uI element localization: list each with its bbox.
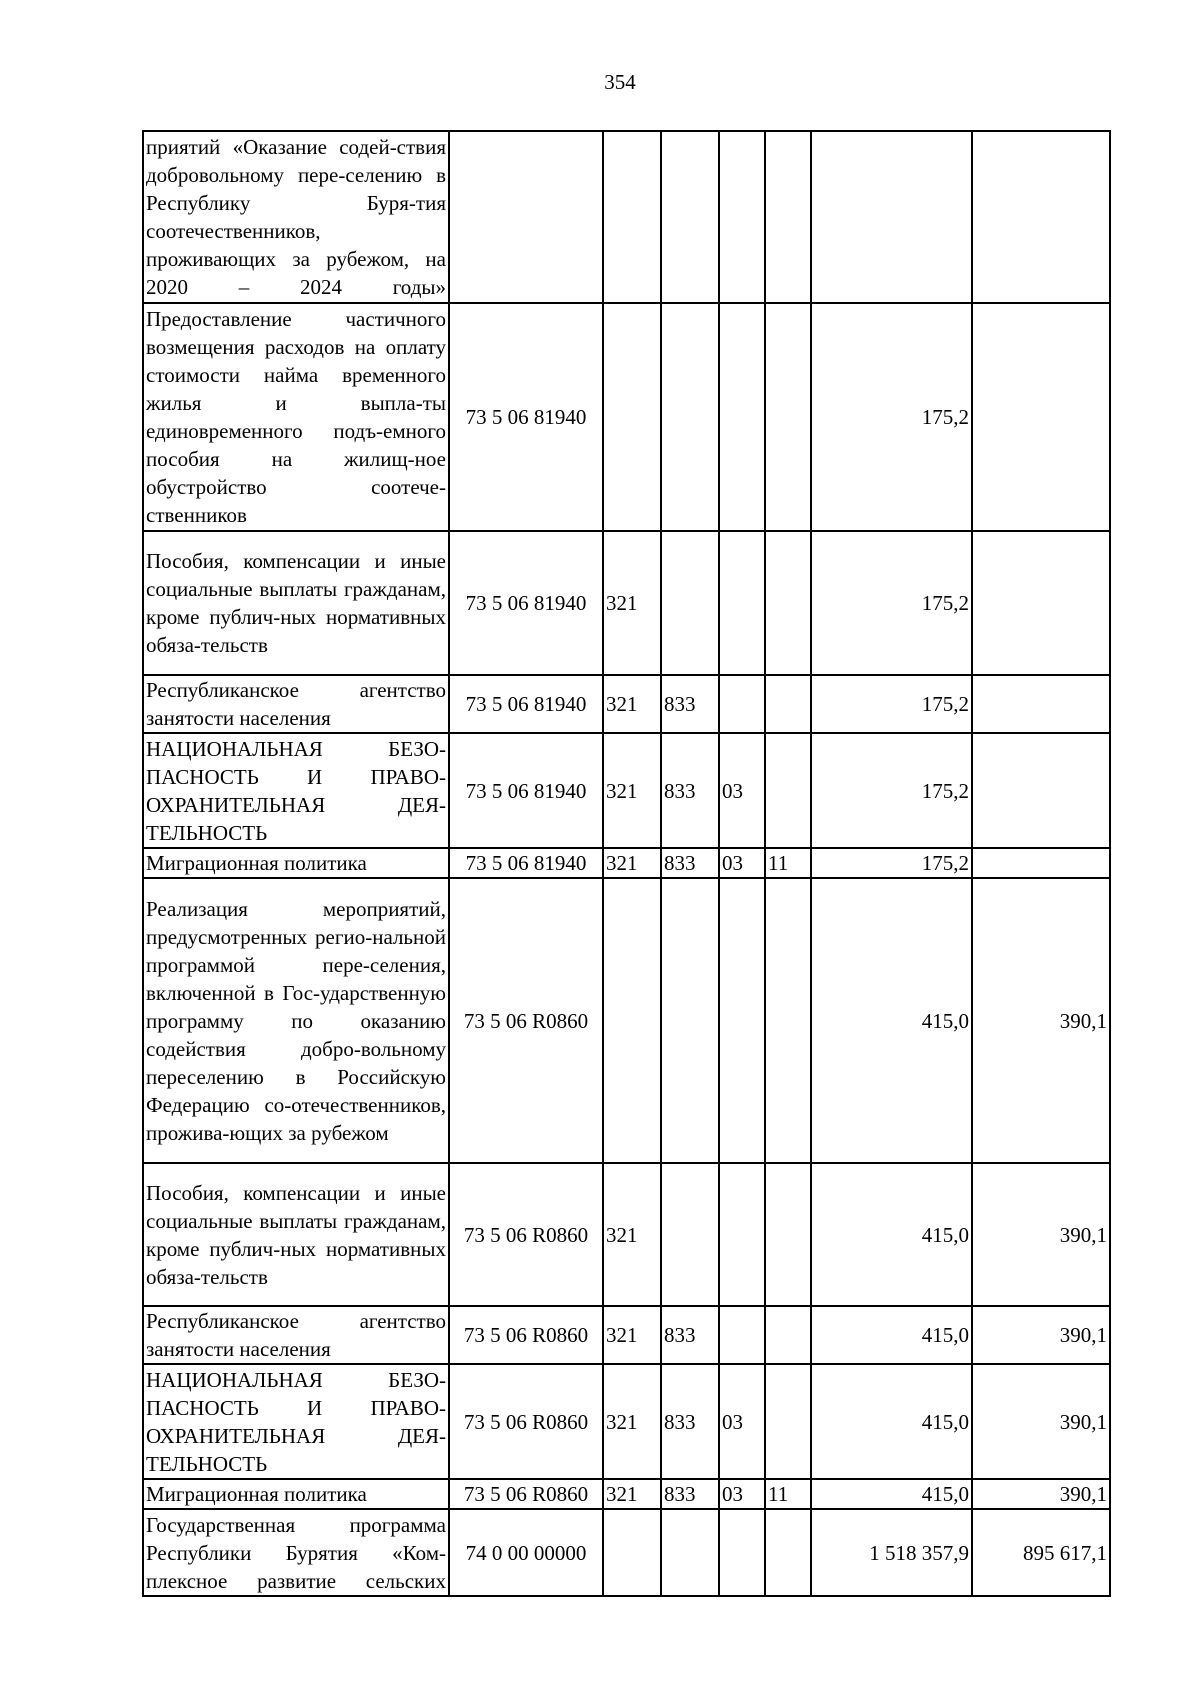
amount-year2-cell [972, 675, 1110, 733]
amount-year2-cell: 390,1 [972, 1306, 1110, 1364]
table-row [143, 1479, 1110, 1509]
item-name-cell: Пособия, компенсации и иные социальные выплаты гражданам, кроме публич-ных нормативных обяза-тельств [143, 531, 449, 675]
table-row [143, 733, 1110, 848]
target-article-cell: 73 5 06 R0860 [449, 1479, 603, 1509]
section-cell [719, 303, 765, 531]
section-cell [719, 131, 765, 303]
administrator-cell [661, 531, 719, 675]
amount-year1-cell: 175,2 [811, 531, 972, 675]
administrator-cell [661, 1509, 719, 1596]
table-row [143, 878, 1110, 1163]
table-row [143, 1306, 1110, 1364]
table-row [143, 1364, 1110, 1479]
administrator-cell: 833 [661, 1479, 719, 1509]
target-article-cell: 73 5 06 81940 [449, 733, 603, 848]
table-row [143, 131, 1110, 303]
item-name-cell: приятий «Оказание содей-ствия добровольному пере-селению в Республику Буря-тия соотечественников, проживающих за рубежом, на 2020 – 2024 годы» [143, 131, 449, 303]
expense-type-cell: 321 [603, 848, 661, 878]
subsection-cell [765, 1306, 811, 1364]
item-name-cell: Реализация мероприятий, предусмотренных регио-нальной программой пере-селения, включенной в Гос-ударственную программу по оказанию содействия добро-вольному переселению в Российскую Федерацию со-отечественников, прожива-ющих за рубежом [143, 878, 449, 1163]
item-name-cell: Предоставление частичного возмещения расходов на оплату стоимости найма временного жилья и выпла-ты единовременного подъ-емного пособия на жилищ-ное обустройство соотече-ственников [143, 303, 449, 531]
expense-type-cell: 321 [603, 733, 661, 848]
item-name-cell: Государственная программа Республики Бурятия «Ком-плексное развитие сельских [143, 1509, 449, 1596]
amount-year2-cell: 390,1 [972, 878, 1110, 1163]
section-cell [719, 1163, 765, 1306]
subsection-cell [765, 878, 811, 1163]
section-cell [719, 531, 765, 675]
target-article-cell: 73 5 06 R0860 [449, 1364, 603, 1479]
subsection-cell [765, 1509, 811, 1596]
amount-year2-cell [972, 848, 1110, 878]
section-cell: 03 [719, 1479, 765, 1509]
section-cell: 03 [719, 848, 765, 878]
amount-year2-cell: 390,1 [972, 1163, 1110, 1306]
target-article-cell: 74 0 00 00000 [449, 1509, 603, 1596]
administrator-cell [661, 878, 719, 1163]
amount-year1-cell: 415,0 [811, 1479, 972, 1509]
section-cell: 03 [719, 1364, 765, 1479]
expense-type-cell [603, 131, 661, 303]
section-cell [719, 878, 765, 1163]
administrator-cell: 833 [661, 848, 719, 878]
table-row [143, 531, 1110, 675]
administrator-cell: 833 [661, 675, 719, 733]
subsection-cell [765, 303, 811, 531]
item-name-cell: Пособия, компенсации и иные социальные выплаты гражданам, кроме публич-ных нормативных обяза-тельств [143, 1163, 449, 1306]
table-row [143, 675, 1110, 733]
amount-year1-cell: 415,0 [811, 878, 972, 1163]
target-article-cell: 73 5 06 81940 [449, 848, 603, 878]
amount-year1-cell: 175,2 [811, 303, 972, 531]
subsection-cell [765, 675, 811, 733]
item-name-cell: НАЦИОНАЛЬНАЯ БЕЗО-ПАСНОСТЬ И ПРАВО-ОХРАНИТЕЛЬНАЯ ДЕЯ-ТЕЛЬНОСТЬ [143, 733, 449, 848]
subsection-cell: 11 [765, 1479, 811, 1509]
item-name-cell: Миграционная политика [143, 1479, 449, 1509]
amount-year1-cell: 415,0 [811, 1306, 972, 1364]
expense-type-cell [603, 878, 661, 1163]
budget-table [142, 130, 1111, 1597]
target-article-cell: 73 5 06 R0860 [449, 1306, 603, 1364]
expense-type-cell: 321 [603, 1479, 661, 1509]
administrator-cell [661, 1163, 719, 1306]
expense-type-cell [603, 1509, 661, 1596]
section-cell [719, 675, 765, 733]
amount-year2-cell [972, 733, 1110, 848]
amount-year2-cell: 390,1 [972, 1364, 1110, 1479]
amount-year1-cell: 175,2 [811, 675, 972, 733]
budget-table-body [143, 131, 1110, 1596]
item-name-cell: НАЦИОНАЛЬНАЯ БЕЗО-ПАСНОСТЬ И ПРАВО-ОХРАНИТЕЛЬНАЯ ДЕЯ-ТЕЛЬНОСТЬ [143, 1364, 449, 1479]
amount-year2-cell: 390,1 [972, 1479, 1110, 1509]
subsection-cell: 11 [765, 848, 811, 878]
section-cell [719, 1509, 765, 1596]
administrator-cell: 833 [661, 1364, 719, 1479]
target-article-cell: 73 5 06 R0860 [449, 1163, 603, 1306]
expense-type-cell [603, 303, 661, 531]
administrator-cell: 833 [661, 733, 719, 848]
expense-type-cell: 321 [603, 675, 661, 733]
table-row [143, 303, 1110, 531]
amount-year1-cell: 175,2 [811, 848, 972, 878]
item-name-cell: Республиканское агентство занятости населения [143, 675, 449, 733]
target-article-cell [449, 131, 603, 303]
amount-year1-cell: 1 518 357,9 [811, 1509, 972, 1596]
expense-type-cell: 321 [603, 1163, 661, 1306]
administrator-cell [661, 303, 719, 531]
item-name-cell: Миграционная политика [143, 848, 449, 878]
amount-year1-cell: 415,0 [811, 1364, 972, 1479]
amount-year1-cell: 415,0 [811, 1163, 972, 1306]
amount-year1-cell: 175,2 [811, 733, 972, 848]
administrator-cell [661, 131, 719, 303]
expense-type-cell: 321 [603, 1306, 661, 1364]
subsection-cell [765, 531, 811, 675]
section-cell: 03 [719, 733, 765, 848]
subsection-cell [765, 733, 811, 848]
amount-year2-cell [972, 531, 1110, 675]
target-article-cell: 73 5 06 R0860 [449, 878, 603, 1163]
amount-year2-cell [972, 131, 1110, 303]
table-row [143, 848, 1110, 878]
subsection-cell [765, 1364, 811, 1479]
subsection-cell [765, 131, 811, 303]
subsection-cell [765, 1163, 811, 1306]
item-name-cell: Республиканское агентство занятости населения [143, 1306, 449, 1364]
target-article-cell: 73 5 06 81940 [449, 675, 603, 733]
table-row [143, 1163, 1110, 1306]
amount-year2-cell [972, 303, 1110, 531]
page-number: 354 [604, 70, 636, 94]
target-article-cell: 73 5 06 81940 [449, 531, 603, 675]
administrator-cell: 833 [661, 1306, 719, 1364]
section-cell [719, 1306, 765, 1364]
table-row [143, 1509, 1110, 1596]
expense-type-cell: 321 [603, 531, 661, 675]
amount-year2-cell: 895 617,1 [972, 1509, 1110, 1596]
expense-type-cell: 321 [603, 1364, 661, 1479]
amount-year1-cell [811, 131, 972, 303]
target-article-cell: 73 5 06 81940 [449, 303, 603, 531]
